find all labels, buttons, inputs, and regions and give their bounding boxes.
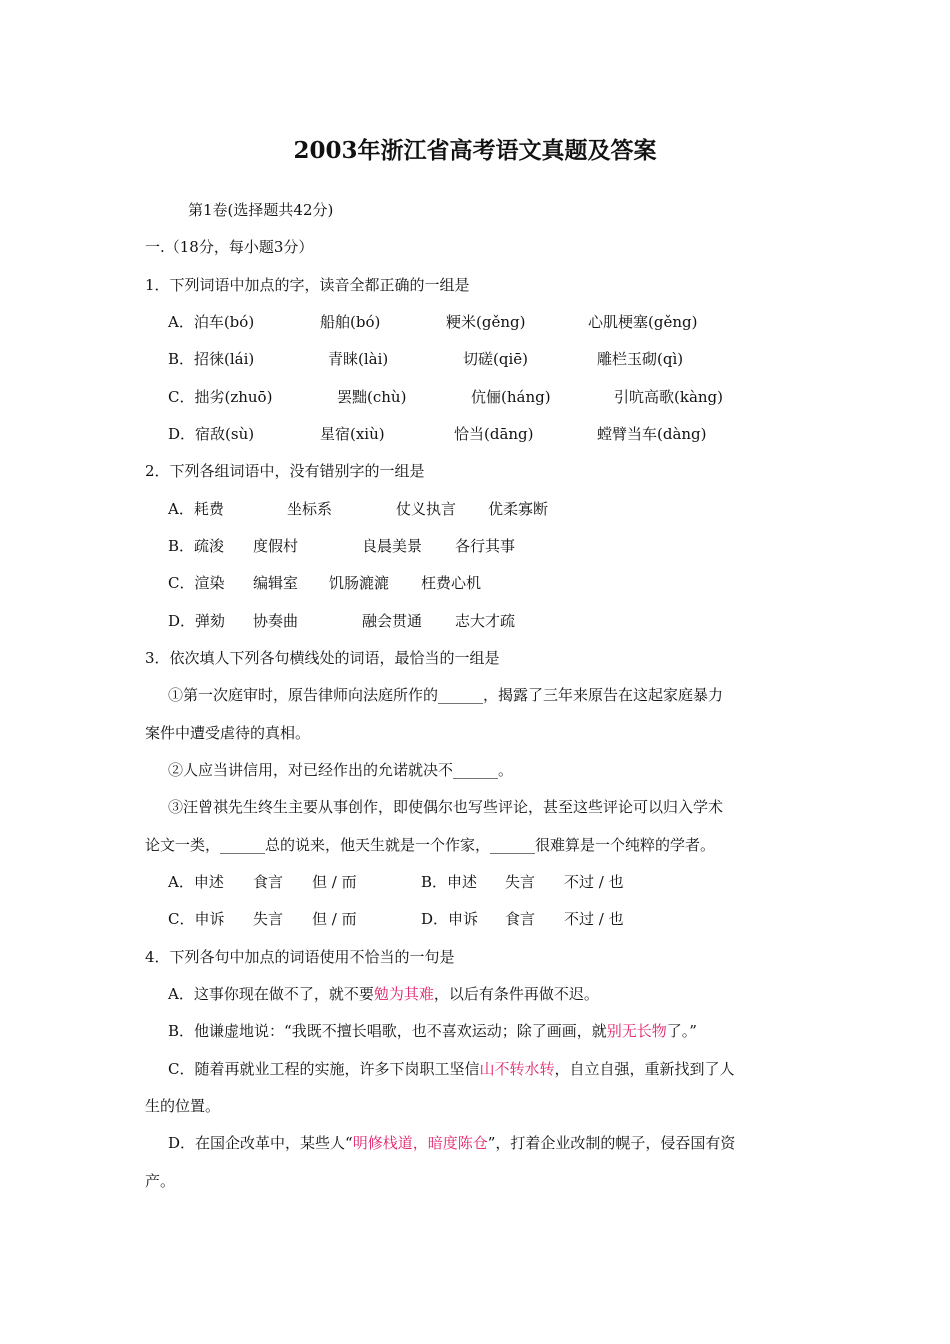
option-b-word-4: 各行其事	[455, 537, 516, 555]
sentence-3: ③汪曾祺先生终生主要从事创作，即使偶尔也写些评论，甚至这些评论可以归入学术	[168, 798, 724, 816]
option-c-word-4: 引吭高歌(kàng)	[614, 388, 723, 406]
sentence-3-continued: 论文一类，______总的说来，他天生就是一个作家，______很难算是一个纯粹的学者。	[145, 836, 716, 854]
option-a-word-2: 船舶(bó)	[320, 313, 381, 331]
option-a-word-2: 食言	[253, 873, 284, 891]
sentence-1: ①第一次庭审时，原告律师向法庭所作的______，揭露了三年来原告在这起家庭暴力	[168, 686, 724, 704]
option-a-word-1: A．耗费	[168, 500, 224, 518]
question-4-stem: 4．下列各句中加点的词语使用不恰当的一句是	[145, 948, 455, 966]
option-c-word-1: C．渲染	[168, 574, 225, 592]
sentence-2: ②人应当讲信用，对已经作出的允诺就决不______。	[168, 761, 514, 779]
option-b-word-3: 良晨美景	[362, 537, 423, 555]
option-c-word-4: 枉费心机	[421, 574, 482, 592]
highlighted-phrase: 山不转水转	[479, 1060, 555, 1078]
option-d-word-1: D．申诉	[421, 910, 479, 928]
option-d-continued: 产。	[145, 1172, 176, 1190]
option-c-continued: 生的位置。	[145, 1097, 221, 1115]
question-3-stem: 3．依次填人下列各句横线处的词语，最恰当的一组是	[145, 649, 500, 667]
option-d-word-2: 星宿(xiù)	[320, 425, 385, 443]
option-b-sentence: B．他谦虚地说：“我既不擅长唱歌，也不喜欢运动；除了画画，就别无长物了。”	[168, 1022, 697, 1040]
option-c-word-2: 罢黜(chù)	[337, 388, 407, 406]
option-c-sentence: C．随着再就业工程的实施，许多下岗职工坚信山不转水转，自立自强，重新找到了人	[168, 1060, 735, 1078]
option-d-sentence: D．在国企改革中，某些人“明修栈道，暗度陈仓”，打着企业改制的幌子，侵吞国有资	[168, 1134, 736, 1152]
option-d-word-1: D．弹劾	[168, 612, 226, 630]
option-a-word-4: 优柔寡断	[488, 500, 549, 518]
option-b-word-2: 失言	[505, 873, 536, 891]
option-b-word-1: B．招徕(lái)	[168, 350, 255, 368]
option-d-word-4: 志大才疏	[455, 612, 516, 630]
option-d-word-2: 食言	[505, 910, 536, 928]
option-a-word-3: 粳米(gěng)	[446, 313, 526, 331]
section-heading: 一.（18分，每小题3分）	[145, 238, 314, 256]
option-b-word-1: B．申述	[421, 873, 478, 891]
option-b-word-3: 切磋(qiē)	[463, 350, 528, 368]
option-a-word-1: A．泊车(bó)	[168, 313, 255, 331]
option-b-word-1: B．疏浚	[168, 537, 225, 555]
sentence-1-continued: 案件中遭受虐待的真相。	[145, 724, 311, 742]
highlighted-phrase: 别无长物	[606, 1022, 667, 1040]
option-c-word-2: 编辑室	[253, 574, 299, 592]
option-d-word-1: D．宿敌(sù)	[168, 425, 255, 443]
question-2-stem: 2．下列各组词语中，没有错别字的一组是	[145, 462, 425, 480]
option-d-word-3: 不过 / 也	[564, 910, 624, 928]
option-c-word-1: C．申诉	[168, 910, 225, 928]
volume-heading: 第1卷(选择题共42分)	[188, 201, 334, 219]
option-a-word-4: 心肌梗塞(gěng)	[588, 313, 698, 331]
option-a-word-2: 坐标系	[287, 500, 333, 518]
option-a-word-1: A．申述	[168, 873, 224, 891]
highlighted-phrase: 勉为其难	[373, 985, 434, 1003]
option-c-word-1: C．拙劣(zhuō)	[168, 388, 273, 406]
option-b-word-3: 不过 / 也	[564, 873, 624, 891]
option-d-word-3: 融会贯通	[362, 612, 423, 630]
option-c-word-2: 失言	[253, 910, 284, 928]
option-b-word-4: 雕栏玉砌(qì)	[597, 350, 684, 368]
option-b-word-2: 青睐(lài)	[328, 350, 389, 368]
option-d-word-3: 恰当(dāng)	[454, 425, 534, 443]
option-c-word-3: 但 / 而	[312, 910, 357, 928]
option-a-word-3: 但 / 而	[312, 873, 357, 891]
highlighted-phrase: 明修栈道，暗度陈仓	[352, 1134, 488, 1152]
option-b-word-2: 度假村	[253, 537, 299, 555]
option-a-sentence: A．这事你现在做不了，就不要勉为其难，以后有条件再做不迟。	[168, 985, 599, 1003]
question-1-stem: 1．下列词语中加点的字，读音全都正确的一组是	[145, 276, 470, 294]
option-c-word-3: 伉俪(háng)	[471, 388, 551, 406]
option-c-word-3: 饥肠漉漉	[329, 574, 390, 592]
option-d-word-4: 螳臂当车(dàng)	[597, 425, 707, 443]
page-title: 2003年浙江省高考语文真题及答案	[293, 137, 657, 164]
option-d-word-2: 协奏曲	[253, 612, 299, 630]
option-a-word-3: 仗义执言	[396, 500, 457, 518]
